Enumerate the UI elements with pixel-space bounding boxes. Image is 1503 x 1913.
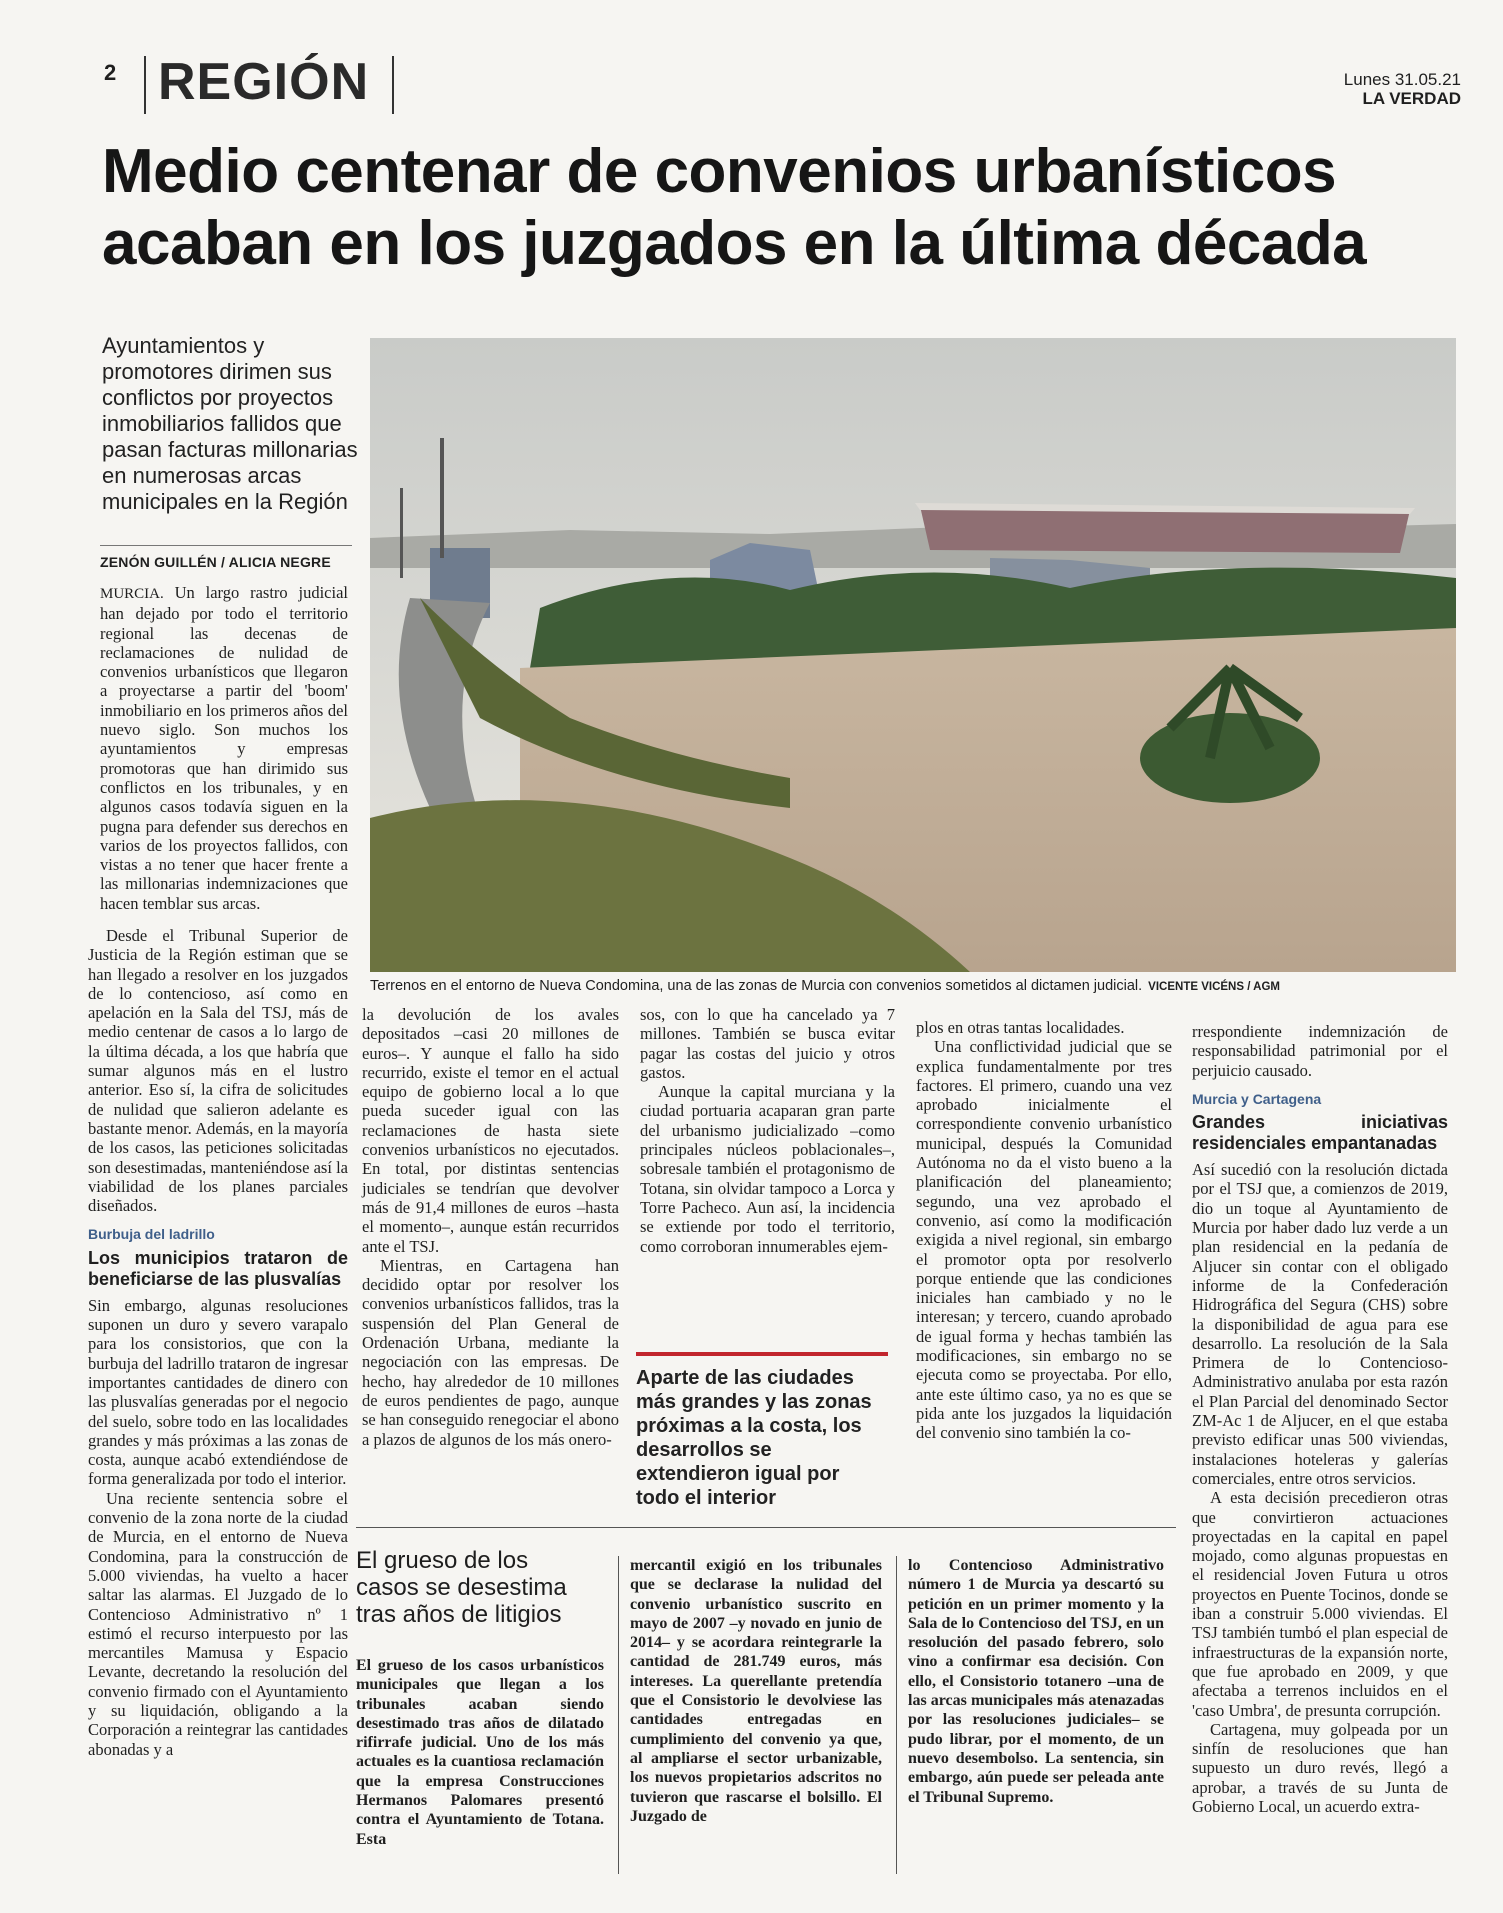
header-divider-right (392, 56, 394, 114)
article-paragraph: rrespondiente indemnización de responsabilidad patrimonial por el perjuicio causado. (1192, 1022, 1448, 1080)
page-number: 2 (104, 60, 117, 85)
article-paragraph: la devolución de los avales depositados –casi 20 millones de euros–. Y aunque el fallo ha sido recurrido, existe el temor en el actual equipo de gobierno local a lo que pueda suceder igual con las reclamaciones de hasta siete convenios urbanísticos no ejecutados. En total, por distintas sentencias judiciales se tendrían que devolver más de 91,4 millones de euros –hasta el momento–, aunque están recurridos ante el TSJ. (362, 1005, 619, 1256)
article-paragraph (100, 583, 348, 913)
newspaper-name: LA VERDAD (1362, 89, 1461, 108)
subsection-heading: Grandes iniciativas residenciales empantanadas (1192, 1112, 1448, 1154)
photo-caption (370, 978, 1470, 994)
article-column-2 (362, 1005, 619, 1449)
header-divider-left (144, 56, 146, 114)
sidebar-paragraph: lo Contencioso Administrativo número 1 de Murcia ya descartó su petición en un primer momento y la Sala de lo Contencioso del TSJ, en un resolución del pasado febrero, solo vino a confirmar esa decisión. Con ello, el Consistorio totanero –una de las arcas municipales más atenazadas por las resoluciones judiciales– se pudo librar, por el momento, de un nuevo desembolso. La sentencia, sin embargo, aún puede ser peleada ante el Tribunal Supremo. (908, 1557, 1164, 1806)
article-paragraph: plos en otras tantas localidades. (916, 1018, 1125, 1037)
article-paragraph: Una conflictividad judicial que se explica fundamentalmente por tres factores. El primero, cuando una vez aprobado inicialmente el correspondiente convenio urbanístico municipal, después la Comunidad Autónoma no da el visto bueno a la planificación del planeamiento; segundo, una vez aprobado el convenio, así como la modificación exigida a nivel regional, sin embargo el promotor opta por resolverlo porque entiende que las condiciones iniciales han cambiado y no le interesan; y tercero, cuando aprobado de igual forma y hechas también las modificaciones, sin embargo no se ejecuta como se proyectaba. Por ello, ante este último caso, ya no es que se pida ante los juzgados la liquidación del convenio sino también la co- (916, 1037, 1172, 1443)
dateline: MURCIA. (100, 586, 164, 602)
sidebar-column-2 (630, 1556, 882, 1826)
section-title: REGIÓN (158, 53, 370, 111)
article-column-1 (100, 583, 348, 913)
article-column-1-lower (88, 926, 348, 1759)
paragraph-text: Un largo rastro judicial han dejado por todo el territorio regional las decenas de reclamaciones de nulidad de convenios urbanísticos que llegaron a proyectarse a partir del 'boom' inmobiliario en los primeros años del nuevo siglo. Son muchos los ayuntamientos y empresas promotoras que han dirimido sus conflictos en los tribunales, y en algunos casos todavía siguen en la pugna para defender sus derechos en varios de los proyectos fallidos, con vistas a no tener que hacer frente a las millonarias indemnizaciones que hacen temblar sus arcas. (100, 583, 349, 913)
sidebar-column-1 (356, 1656, 604, 1849)
article-paragraph: Una reciente sentencia sobre el convenio de la zona norte de la ciudad de Murcia, en el entorno de Nueva Condomina, para la construcción de 5.000 viviendas, ha vuelto a hacer saltar las alarmas. El Juzgado de lo Contencioso Administrativo nº 1 estimó el recurso interpuesto por las mercantiles Mamusa y Espacio Levante, decretando la resolución del convenio firmado con el Ayuntamiento y su liquidación, obligando a la Corporación a reintegrar las cantidades abonadas y a (88, 1488, 348, 1759)
subsection-heading: Los municipios trataron de beneficiarse de las plusvalías (88, 1247, 348, 1289)
article-paragraph: Mientras, en Cartagena han decidido optar por resolver los convenios urbanísticos fallidos, tras la suspensión del Plan General de Ordenación Urbana, mediante la negociación con las empresas. De hecho, hay alrededor de 10 millones de euros pendientes de pago, aunque se han conseguido renegociar el abono a plazos de algunos de los más onero- (362, 1255, 619, 1449)
caption-text: Terrenos en el entorno de Nueva Condomina, una de las zonas de Murcia con convenios sometidos al dictamen judicial. (370, 978, 1143, 994)
sidebar-column-3 (908, 1556, 1164, 1807)
article-paragraph: A esta decisión precedieron otras que convirtieron actuaciones proyectadas en la capital en papel mojado, como algunas propuestas en el residencial Joven Futura u otros proyectos en Puente Tocinos, donde se iban a construir 5.000 viviendas. El TSJ también tumbó el plan especial de infraestructuras de la expansión norte, que fue aprobado en 2009, y que afectaba a terrenos incluidos en el 'caso Umbra', de presunta corrupción. (1192, 1488, 1448, 1720)
article-paragraph: Cartagena, muy golpeada por un sinfín de resoluciones que han supuesto un duro revés, llegó a aprobar, a través de su Junta de Gobierno Local, un acuerdo extra- (1192, 1719, 1448, 1816)
issue-date: Lunes 31.05.21 (1343, 70, 1461, 89)
photo-illustration (370, 338, 1456, 972)
article-column-5 (1192, 1022, 1448, 1816)
headline: Medio centenar de convenios urbanísticos acaban en los juzgados en la última década (102, 137, 1367, 278)
article-paragraph: Desde el Tribunal Superior de Justicia de la Región estiman que se han llegado a resolver en los juzgados de lo contencioso, así como en apelación en la Sala del TSJ, más de medio centenar de casos a lo largo de la última década, a los que habría que sumar algunos más en el lustro anterior. Eso sí, la cifra de solicitudes de nulidad que salieron adelante es bastante menor. Además, en la mayoría de los casos, las peticiones solicitadas son desestimadas, manteniéndose así la viabilidad de los planes parciales diseñados. (88, 926, 348, 1216)
sidebar-paragraph: El grueso de los casos urbanísticos municipales que llegan a los tribunales acaban siendo desestimado tras años de dilatado rifirrafe judicial. Uno de los más actuales es la cuantiosa reclamación que la empresa Construcciones Hermanos Palomares presentó contra el Ayuntamiento de Totana. Esta (356, 1657, 604, 1848)
article-paragraph: Sin embargo, algunas resoluciones suponen un duro y severo varapalo para los consistorios, que con la burbuja del ladrillo trataron de ingresar importantes cantidades de dinero con las plusvalías generadas por el negocio del suelo, sobre todo en las localidades grandes y más próximas a las zonas de costa, aunque acabó extendiéndose de forma generalizada por todo el interior. (88, 1295, 348, 1489)
article-paragraph: Así sucedió con la resolución dictada por el TSJ que, a comienzos de 2019, dio un toque al Ayuntamiento de Murcia por haber dado luz verde a un plan residencial en la pedanía de Aljucer sin contar con el obligado informe de la Confederación Hidrográfica del Segura (CHS) sobre la disponibilidad de agua para ese desarrollo. La resolución de la Sala Primera de lo Contencioso-Administrativo anulaba por esta razón el Plan Parcial del denominado Sector ZM-Ac 1 de Aljucer, en el que estaba previsto edificar unas 500 viviendas, instalaciones hoteleras y galerías comerciales, entre otros servicios. (1192, 1160, 1448, 1488)
article-column-4 (916, 1018, 1172, 1443)
sidebar-divider (896, 1556, 897, 1874)
sidebar-divider (618, 1556, 619, 1874)
issue-date-block (1344, 70, 1461, 108)
sidebar-top-rule (356, 1527, 1176, 1528)
article-paragraph: sos, con lo que ha cancelado ya 7 millones. También se busca evitar pagar las costas del juicio y otros gastos. (640, 1005, 895, 1082)
photo-credit: VICENTE VICÉNS / AGM (1148, 981, 1281, 993)
sidebar-paragraph: mercantil exigió en los tribunales que se declarase la nulidad del convenio urbanístico suscrito en mayo de 2007 –y novado en junio de 2014– y se acordara reintegrarle la cantidad de 281.749 euros, más intereses. La querellante pretendía que el Consistorio le devolviese las cantidades entregadas en cumplimiento del convenio ya que, al ampliarse el sector urbanizable, los nuevos propietarios adscritos no tuvieron que rascarse el bolsillo. El Juzgado de (630, 1557, 882, 1825)
subsection-kicker: Murcia y Cartagena (1192, 1090, 1322, 1107)
sidebar-title: El grueso de los casos se desestima tras años de litigios (356, 1547, 567, 1628)
lede: Ayuntamientos y promotores dirimen sus conflictos por proyectos inmobiliarios fallidos que pasan facturas millonarias en numerosas arcas municipales en la Región (102, 333, 358, 514)
article-column-3 (640, 1005, 895, 1256)
landscape-photo (370, 338, 1456, 972)
byline: ZENÓN GUILLÉN / ALICIA NEGRE (100, 545, 352, 570)
subsection-kicker: Burbuja del ladrillo (88, 1226, 215, 1243)
pull-quote: Aparte de las ciudades más grandes y las zonas próximas a la costa, los desarrollos se extendieron igual por todo el interior (636, 1352, 888, 1510)
article-paragraph: Aunque la capital murciana y la ciudad portuaria acaparan gran parte del urbanismo judicializado –como principales núcleos poblacionales–, sobresale también el protagonismo de Totana, sin olvidar tampoco a Lorca y Torre Pacheco. Aun así, la incidencia se extiende por todo el territorio, como corroboran innumerables ejem- (640, 1082, 895, 1256)
